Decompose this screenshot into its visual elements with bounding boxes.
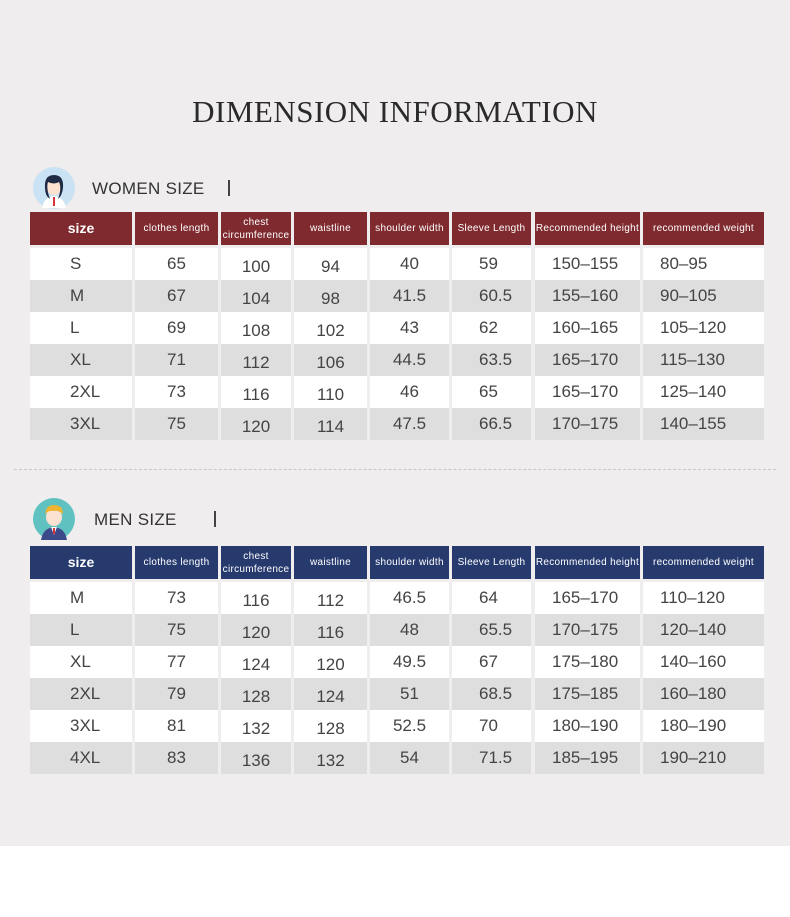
table-cell: 128 (294, 710, 367, 742)
table-cell: M (30, 280, 132, 312)
table-cell: 124 (221, 646, 291, 678)
column-header: shoulder width (370, 212, 449, 245)
table-cell: 175–180 (535, 646, 640, 678)
table-cell: 120 (294, 646, 367, 678)
table-cell: 65 (452, 376, 531, 408)
table-cell: 59 (452, 248, 531, 280)
table-cell: 116 (221, 582, 291, 614)
table-cell: 65 (135, 248, 218, 280)
table-cell: M (30, 582, 132, 614)
table-row (30, 280, 764, 312)
table-row (30, 710, 764, 742)
table-cell: 3XL (30, 408, 132, 440)
table-cell: 140–155 (643, 408, 764, 440)
table-header-row (30, 212, 764, 245)
table-cell: L (30, 312, 132, 344)
table-cell: 60.5 (452, 280, 531, 312)
section-divider (14, 469, 776, 470)
table-cell: 132 (294, 742, 367, 774)
table-cell: 108 (221, 312, 291, 344)
table-cell: 40 (370, 248, 449, 280)
table-cell: 44.5 (370, 344, 449, 376)
table-cell: 3XL (30, 710, 132, 742)
table-row (30, 678, 764, 710)
table-row (30, 248, 764, 280)
table-cell: 67 (135, 280, 218, 312)
men-size-table (30, 546, 764, 774)
column-header: waistline (294, 212, 367, 245)
table-cell: 128 (221, 678, 291, 710)
column-header: Sleeve Length (452, 546, 531, 579)
table-cell: 4XL (30, 742, 132, 774)
table-cell: 75 (135, 614, 218, 646)
table-cell: 110 (294, 376, 367, 408)
table-cell: 77 (135, 646, 218, 678)
table-cell: 120 (221, 614, 291, 646)
table-cell: 104 (221, 280, 291, 312)
table-cell: L (30, 614, 132, 646)
column-header: size (30, 212, 132, 245)
table-cell: 41.5 (370, 280, 449, 312)
table-cell: 115–130 (643, 344, 764, 376)
table-cell: 43 (370, 312, 449, 344)
column-header: clothes length (135, 546, 218, 579)
table-cell: 94 (294, 248, 367, 280)
table-cell: 69 (135, 312, 218, 344)
table-cell: 110–120 (643, 582, 764, 614)
table-cell: 150–155 (535, 248, 640, 280)
woman-avatar-icon (32, 166, 76, 210)
men-section-header (32, 497, 332, 541)
section-separator-bar (228, 180, 230, 196)
table-cell: 68.5 (452, 678, 531, 710)
table-row (30, 742, 764, 774)
table-cell: 71.5 (452, 742, 531, 774)
table-cell: 165–170 (535, 582, 640, 614)
column-header: Recommended height (535, 546, 640, 579)
table-row (30, 312, 764, 344)
table-cell: 180–190 (643, 710, 764, 742)
column-header: Recommended height (535, 212, 640, 245)
table-cell: 112 (294, 582, 367, 614)
table-cell: 140–160 (643, 646, 764, 678)
column-header: shoulder width (370, 546, 449, 579)
table-cell: 47.5 (370, 408, 449, 440)
table-row (30, 376, 764, 408)
table-cell: 190–210 (643, 742, 764, 774)
table-row (30, 408, 764, 440)
table-cell: 180–190 (535, 710, 640, 742)
column-header: Sleeve Length (452, 212, 531, 245)
table-cell: 106 (294, 344, 367, 376)
table-cell: 160–165 (535, 312, 640, 344)
column-header: clothes length (135, 212, 218, 245)
man-avatar-icon (32, 497, 76, 541)
table-cell: XL (30, 344, 132, 376)
table-cell: 2XL (30, 678, 132, 710)
table-cell: 48 (370, 614, 449, 646)
table-cell: 63.5 (452, 344, 531, 376)
table-cell: 155–160 (535, 280, 640, 312)
table-cell: 165–170 (535, 376, 640, 408)
table-cell: 83 (135, 742, 218, 774)
table-row (30, 582, 764, 614)
table-cell: 102 (294, 312, 367, 344)
table-cell: 73 (135, 582, 218, 614)
table-cell: 120 (221, 408, 291, 440)
table-cell: 65.5 (452, 614, 531, 646)
table-cell: 100 (221, 248, 291, 280)
table-cell: 49.5 (370, 646, 449, 678)
table-cell: 79 (135, 678, 218, 710)
table-cell: 132 (221, 710, 291, 742)
table-cell: 75 (135, 408, 218, 440)
column-header: recommended weight (643, 212, 764, 245)
column-header: chest circumference (221, 546, 291, 579)
table-cell: 124 (294, 678, 367, 710)
table-cell: 160–180 (643, 678, 764, 710)
table-cell: 71 (135, 344, 218, 376)
women-section-header (32, 166, 332, 210)
table-cell: 66.5 (452, 408, 531, 440)
table-row (30, 646, 764, 678)
table-cell: 120–140 (643, 614, 764, 646)
table-header-row (30, 546, 764, 579)
table-cell: 136 (221, 742, 291, 774)
table-cell: 185–195 (535, 742, 640, 774)
table-cell: 98 (294, 280, 367, 312)
table-cell: S (30, 248, 132, 280)
table-cell: 52.5 (370, 710, 449, 742)
table-row (30, 614, 764, 646)
column-header: waistline (294, 546, 367, 579)
women-section-title: WOMEN SIZE (92, 179, 205, 198)
table-cell: 73 (135, 376, 218, 408)
table-cell: 51 (370, 678, 449, 710)
table-cell: 46 (370, 376, 449, 408)
table-cell: 116 (221, 376, 291, 408)
women-size-table (30, 212, 764, 440)
table-cell: 170–175 (535, 408, 640, 440)
table-cell: 114 (294, 408, 367, 440)
table-cell: 170–175 (535, 614, 640, 646)
table-cell: 175–185 (535, 678, 640, 710)
table-cell: 64 (452, 582, 531, 614)
column-header: recommended weight (643, 546, 764, 579)
table-cell: 90–105 (643, 280, 764, 312)
table-cell: XL (30, 646, 132, 678)
table-cell: 67 (452, 646, 531, 678)
table-cell: 81 (135, 710, 218, 742)
men-section-title: MEN SIZE (94, 510, 177, 529)
table-cell: 54 (370, 742, 449, 774)
column-header: size (30, 546, 132, 579)
table-cell: 80–95 (643, 248, 764, 280)
table-cell: 105–120 (643, 312, 764, 344)
table-cell: 70 (452, 710, 531, 742)
table-cell: 2XL (30, 376, 132, 408)
column-header: chest circumference (221, 212, 291, 245)
table-cell: 125–140 (643, 376, 764, 408)
table-cell: 112 (221, 344, 291, 376)
table-cell: 62 (452, 312, 531, 344)
table-cell: 46.5 (370, 582, 449, 614)
section-separator-bar (214, 511, 216, 527)
table-row (30, 344, 764, 376)
table-cell: 116 (294, 614, 367, 646)
page-title: DIMENSION INFORMATION (192, 94, 598, 129)
table-cell: 165–170 (535, 344, 640, 376)
